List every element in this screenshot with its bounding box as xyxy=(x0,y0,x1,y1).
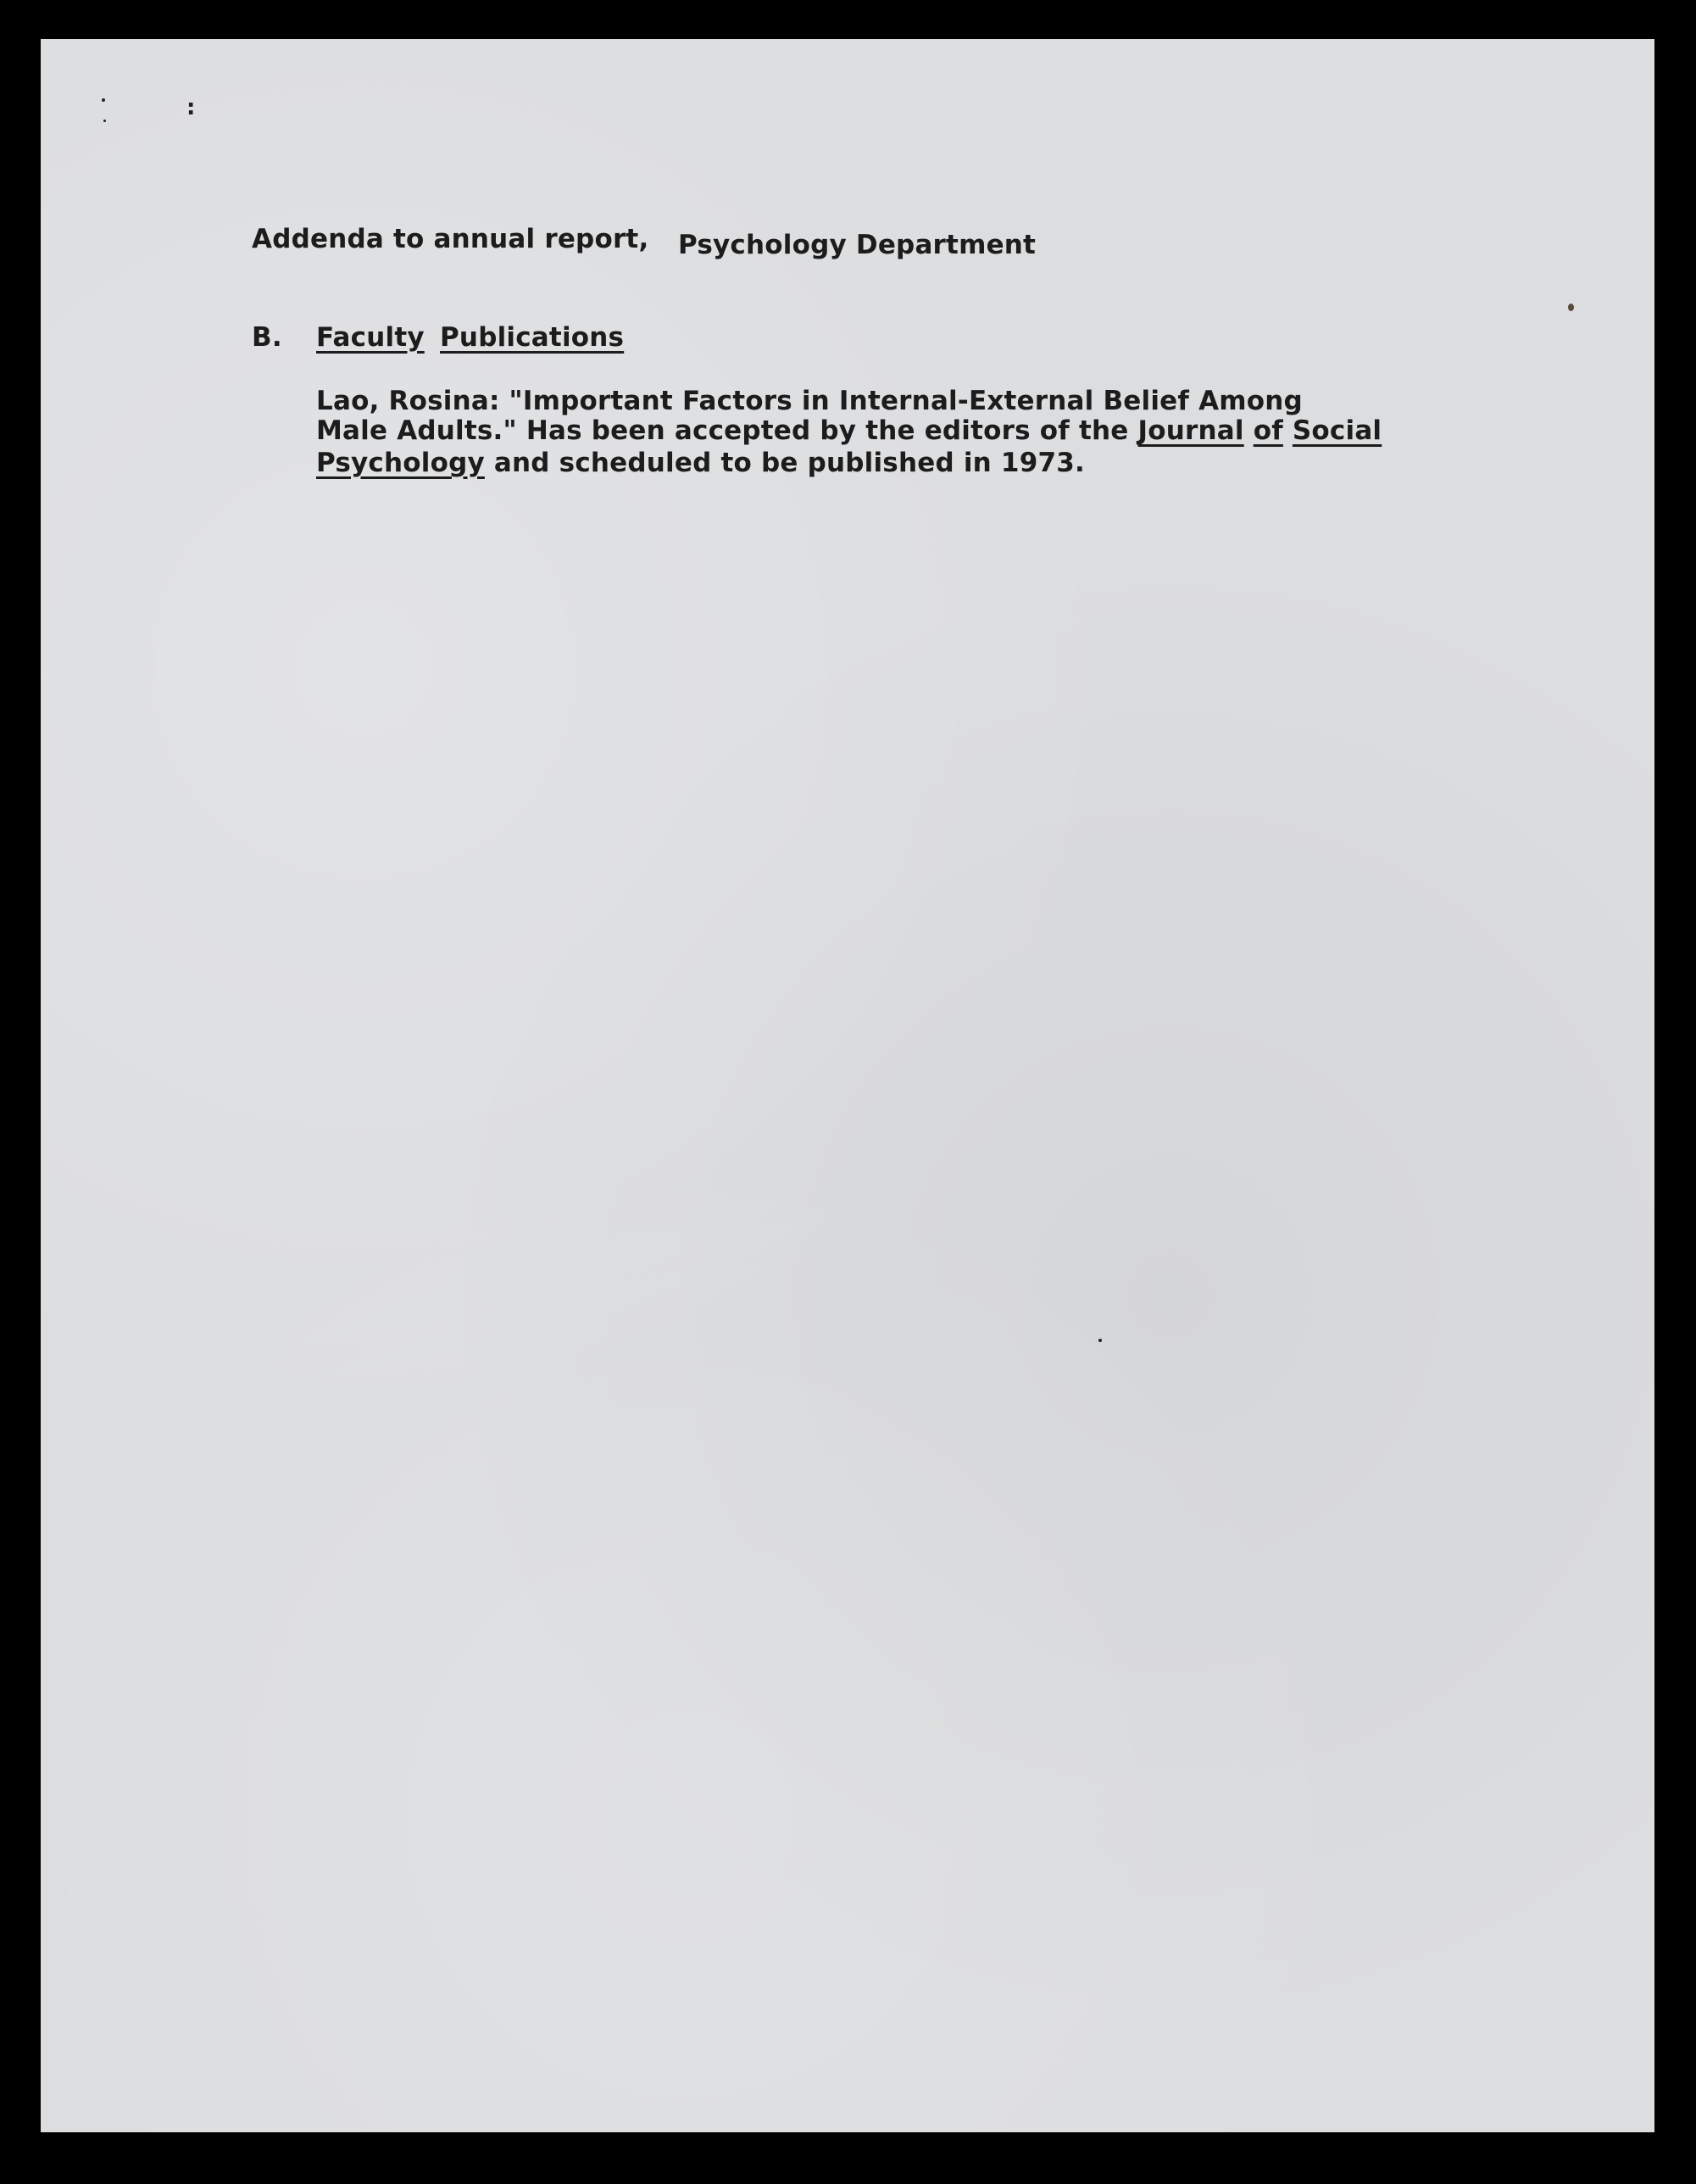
document-page xyxy=(41,39,1654,2132)
header-left: Addenda to annual report, xyxy=(252,224,649,254)
entry-line-2 xyxy=(316,415,1382,446)
speck xyxy=(1098,1339,1102,1342)
journal-title-word: Social xyxy=(1292,415,1382,446)
section-title-faculty: Faculty xyxy=(316,322,425,353)
speck xyxy=(103,120,106,122)
section-title-publications: Publications xyxy=(440,322,625,353)
speck xyxy=(102,98,105,102)
journal-title-word: of xyxy=(1253,415,1283,446)
header-right: Psychology Department xyxy=(678,230,1037,260)
margin-mark: : xyxy=(186,95,196,120)
entry-line-3-text: and scheduled to be published in 1973. xyxy=(493,448,1085,478)
journal-title-word: Psychology xyxy=(316,448,485,478)
entry-line-2-text: Male Adults." Has been accepted by the editors of the xyxy=(316,415,1129,446)
entry-line-1: Lao, Rosina: "Important Factors in Internal-External Belief Among xyxy=(316,386,1303,416)
journal-title-word: Journal xyxy=(1137,415,1244,446)
section-marker: B. xyxy=(252,322,282,353)
speck xyxy=(1568,304,1574,311)
entry-line-3 xyxy=(316,448,1085,478)
